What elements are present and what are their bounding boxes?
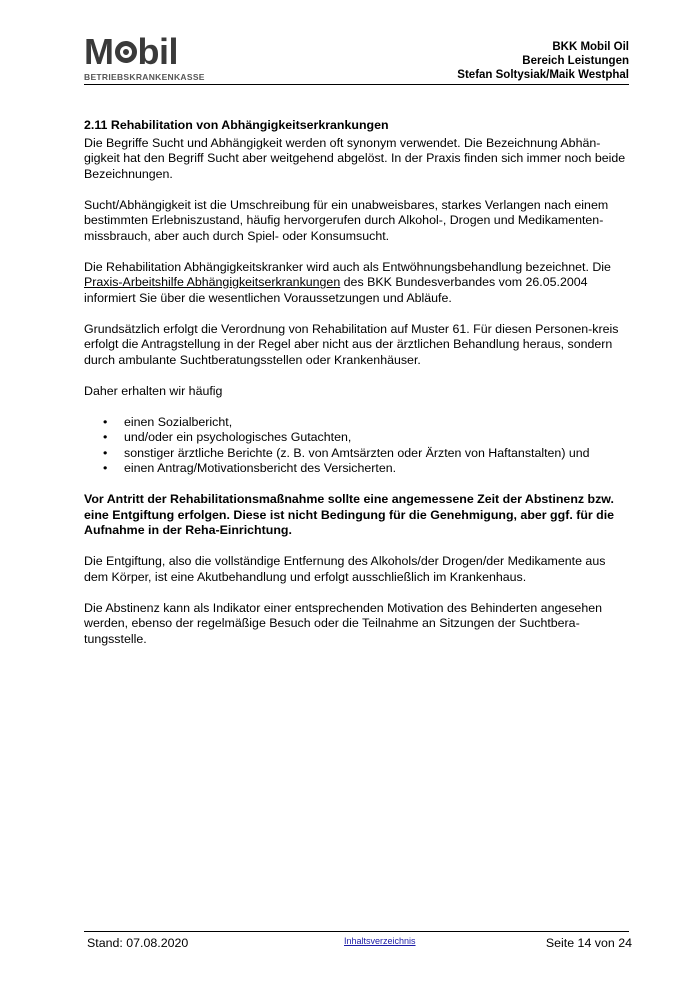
header-authors: Stefan Soltysiak/Maik Westphal: [457, 69, 629, 81]
header-divider: [84, 84, 629, 85]
list-item: [84, 430, 632, 446]
list-item: [84, 446, 632, 462]
list-item: [84, 415, 632, 431]
footer-date: Stand: 07.08.2020: [87, 936, 189, 950]
paragraph-rehabilitation: [84, 260, 632, 307]
paragraph-rehab-start: Die Rehabilitation Abhängigkeitskranker wird auch als Entwöhnungsbehandlung bezeichnet. Die: [84, 259, 611, 274]
paragraph-prescription: Grundsätzlich erfolgt die Verordnung von Rehabilitation auf Muster 61. Für diesen Personen-kreis erfolgt die Antragstellung in der Regel aber nicht aus der ärztlichen Behandlung heraus, sondern durch ambulante Suchtberatungsstellen oder Krankenhäuser.: [84, 321, 619, 367]
bullet-icon: •: [103, 445, 108, 460]
logo-letters-bil: bil: [137, 31, 178, 72]
praxis-arbeitshilfe-link[interactable]: Praxis-Arbeitshilfe Abhängigkeitserkrankungen: [84, 275, 341, 289]
list-item: [84, 461, 632, 477]
list-item-text: sonstiger ärztliche Berichte (z. B. von Amtsärzten oder Ärzten von Haftanstalten) und: [124, 445, 590, 460]
logo-subtitle: BETRIEBSKRANKENKASSE: [84, 72, 205, 82]
section-heading: 2.11 Rehabilitation von Abhängigkeitserkrankungen: [84, 118, 389, 132]
paragraph-detox: Die Entgiftung, also die vollständige Entfernung des Alkohols/der Drogen/der Medikamente aus dem Körper, ist eine Akutbehandlung und erfolgt ausschließlich im Krankenhaus.: [84, 554, 606, 584]
header-info: [457, 40, 629, 82]
footer-divider: [84, 931, 629, 932]
paragraph-abstinence-note: Vor Antritt der Rehabilitationsmaßnahme sollte eine angemessene Zeit der Abstinenz bzw. eine Entgiftung erfolgen. Diese ist nicht Bedingung für die Genehmigung, aber ggf. für die Aufnahme in der Reha-Einrichtung.: [84, 492, 615, 537]
logo-letter-m: M: [84, 31, 114, 72]
header-org: BKK Mobil Oil: [552, 41, 629, 53]
logo-o-icon: [115, 41, 137, 63]
page-content: [84, 118, 632, 663]
list-item-text: und/oder ein psychologisches Gutachten,: [124, 430, 352, 444]
list-item-text: einen Antrag/Motivationsbericht des Versicherten.: [124, 461, 397, 475]
bullet-icon: •: [103, 461, 108, 475]
paragraph-description: Sucht/Abhängigkeit ist die Umschreibung für ein unabweisbares, starkes Verlangen nach einem bestimmten Erlebniszustand, häufig hervorgerufen durch Alkohol-, Drogen und Medikamenten-missbrauch, aber auch durch Spiel- oder Konsumsucht.: [84, 197, 609, 243]
page-number: Seite 14 von 24: [545, 936, 632, 950]
list-item-text: einen Sozialbericht,: [124, 414, 233, 429]
paragraph-rehab-end: des BKK Bundesverbandes vom 26.05.2004 informiert Sie über die wesentlichen Voraussetzungen und Abläufe.: [84, 275, 588, 305]
document-list: [84, 415, 632, 477]
paragraph-definition: Die Begriffe Sucht und Abhängigkeit werden oft synonym verwendet. Die Bezeichnung Abhän-gigkeit hat den Begriff Sucht aber weitgehend abgelöst. In der Praxis finden sich immer noch beide Bezeichnungen.: [84, 135, 626, 181]
company-logo: [84, 31, 214, 82]
header-department: Bereich Leistungen: [522, 55, 629, 67]
logo-wordmark: [84, 31, 214, 72]
bullet-icon: •: [103, 414, 108, 429]
toc-link[interactable]: Inhaltsverzeichnis: [344, 936, 416, 946]
paragraph-abstinence-indicator: Die Abstinenz kann als Indikator einer entsprechenden Motivation des Behinderten angesehen werden, ebenso der regelmäßige Besuch oder die Teilnahme an Sitzungen der Suchtbera-tungsstelle.: [84, 600, 602, 646]
bullet-icon: •: [103, 430, 108, 444]
paragraph-list-intro: Daher erhalten wir häufig: [84, 383, 223, 398]
